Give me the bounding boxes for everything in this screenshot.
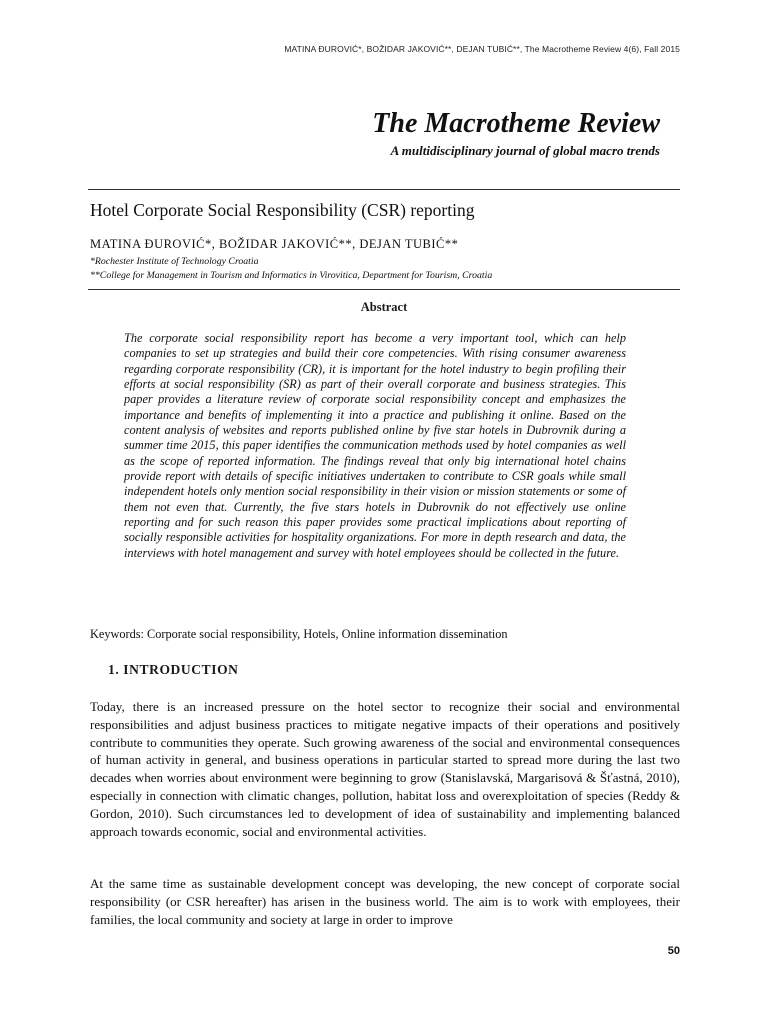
keywords: Keywords: Corporate social responsibility, Hotels, Online information dissemination xyxy=(90,627,508,641)
body-paragraph-1: Today, there is an increased pressure on the hotel sector to recognize their social and environmental responsibilities and adjust business practices to mitigate negative impacts of their operations and positively contribute to communities they operate. Such growing awareness of the social and environmental consequences of human activity in general, and business operations in particular started to spread more during the last two decades when worries about environment were beginning to grow (Stanislavská, Margarisová & Šťastná, 2010), especially in connection with climatic changes, pollution, habitat loss and overexploitation of species (Reddy & Gordon, 2010). Such circumstances led to development of idea of sustainability and implementing balanced approach towards economic, social and environmental activities. xyxy=(90,699,680,839)
title-rule-top xyxy=(88,189,680,190)
affiliation-1: *Rochester Institute of Technology Croatia xyxy=(90,256,259,267)
title-rule-bottom xyxy=(88,289,680,290)
running-head: MATINA ĐUROVIĆ*, BOŽIDAR JAKOVIĆ**, DEJAN TUBIĆ**, The Macrotheme Review 4(6), Fall 2015 xyxy=(284,44,680,54)
journal-title: The Macrotheme Review xyxy=(372,108,660,139)
page-number: 50 xyxy=(667,945,680,957)
affiliation-2: **College for Management in Tourism and Informatics in Virovitica, Department for Tourism, Croatia xyxy=(90,270,493,281)
abstract-body: The corporate social responsibility report has become a very important tool, which can help companies to set up strategies and build their core competencies. With rising consumer awareness regarding corporate responsibility (CR), it is important for the hotel industry to begin profiling their efforts at social responsibility (SR) as part of their overall corporate and business strategies. This paper provides a literature review of corporate social responsibility concept and emphasizes the importance and benefits of implementing it into a practice and publishing it online. Based on the content analysis of websites and reports published online by five star hotels in Dubrovnik during a summer time 2015, this paper identifies the communication methods used by hotel companies as well as the scope of reported information. The findings reveal that only big international hotel chains provide report with details of specific initiatives undertaken to contribute to CSR goals while small independent hotels only mention social responsibility in their vision or mission statements or some of them not even that. Currently, the five stars hotels in Dubrovnik do not effectively use online reporting and for such reason this paper provides some practical implications about reporting of socially responsible activities for hospitality organizations. For more in depth research and data, the interviews with hotel management and survey with hotel employees should be collected in the future. xyxy=(124,331,626,560)
body-paragraph-2: At the same time as sustainable development concept was developing, the new concept of corporate social responsibility (or CSR hereafter) has arisen in the business world. The aim is to work with employees, their families, the local community and society at large in order to improve xyxy=(90,876,680,927)
author-list: MATINA ĐUROVIĆ*, BOŽIDAR JAKOVIĆ**, DEJAN TUBIĆ** xyxy=(90,237,459,251)
article-title: Hotel Corporate Social Responsibility (CSR) reporting xyxy=(90,200,475,220)
section-heading-introduction: 1. INTRODUCTION xyxy=(108,662,239,677)
journal-subtitle: A multidisciplinary journal of global macro trends xyxy=(390,143,660,158)
abstract-heading: Abstract xyxy=(360,300,408,314)
